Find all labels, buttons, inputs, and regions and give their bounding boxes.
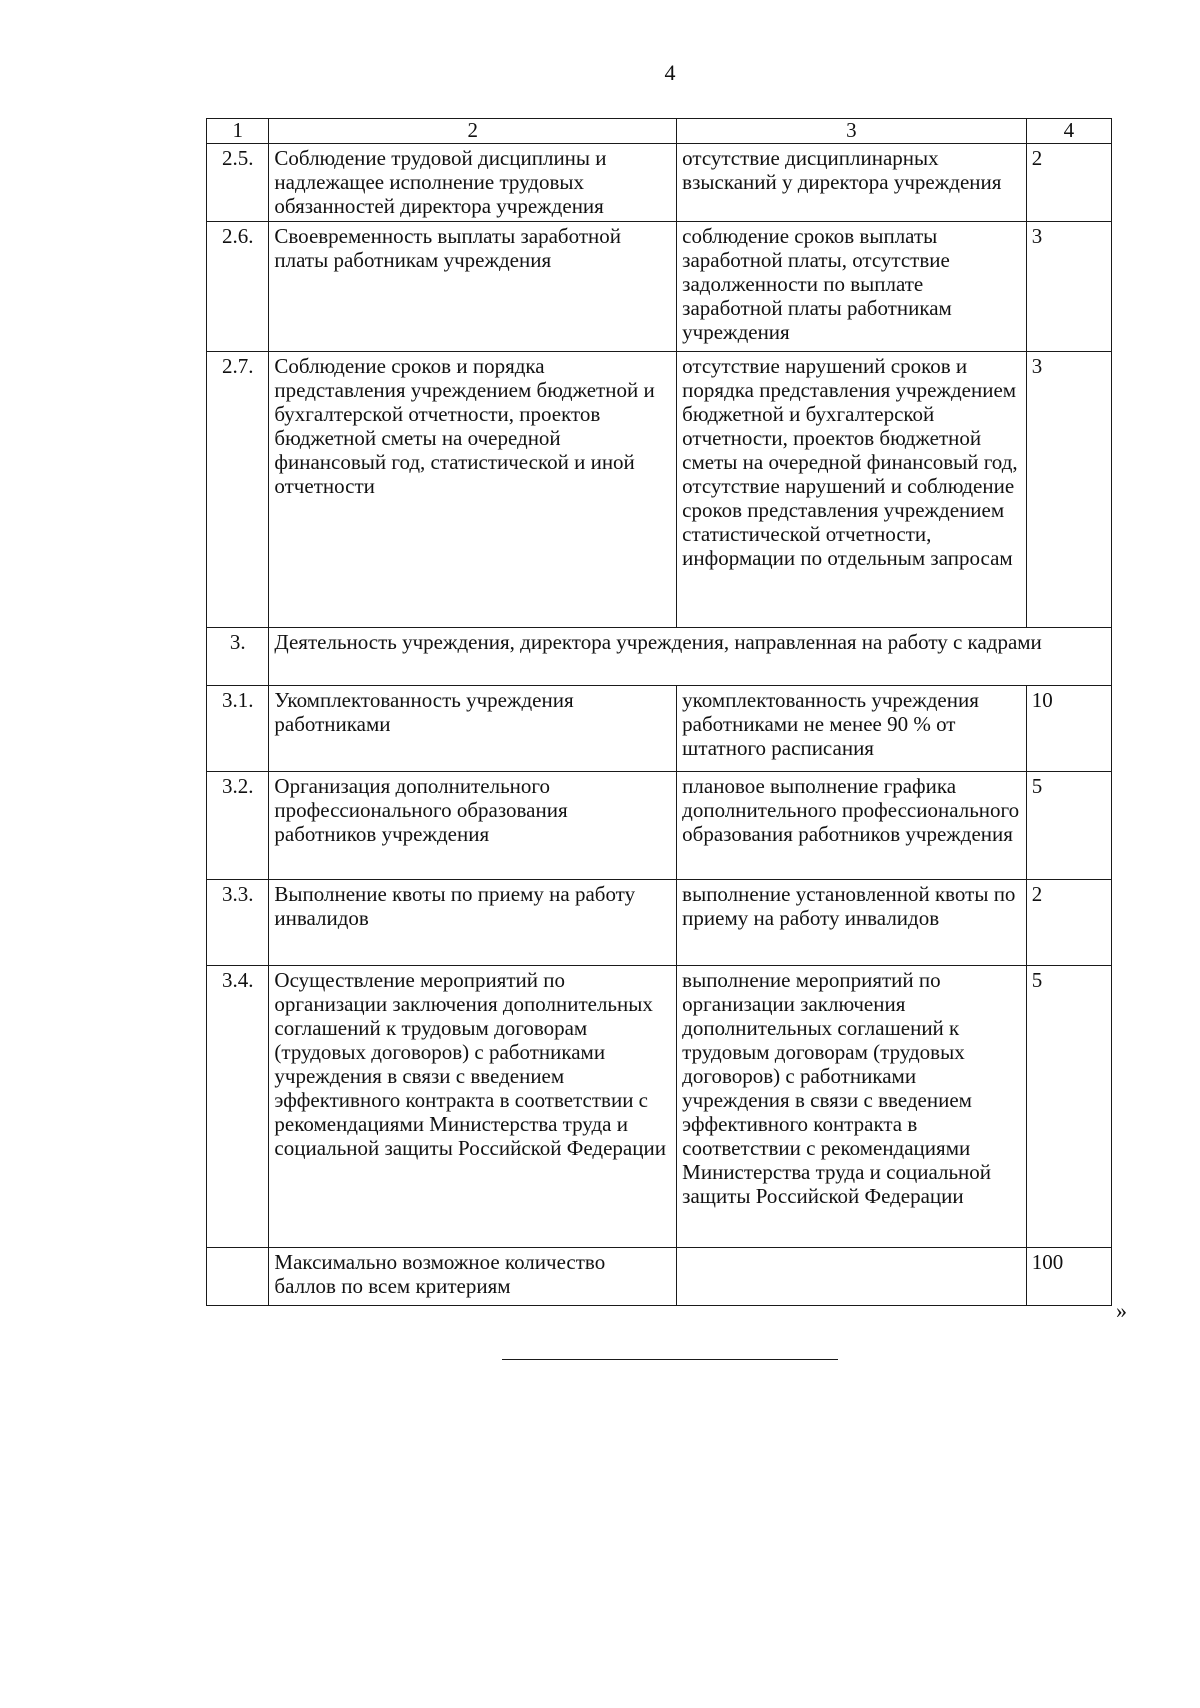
table-row	[207, 352, 1112, 628]
page-number: 4	[664, 60, 676, 85]
header-col-2: 2	[269, 119, 677, 144]
criterion-indicator: укомплектованность учреждения работниками не менее 90 % от штатного расписания	[677, 686, 1027, 772]
table-header-row	[207, 119, 1112, 144]
criterion-points: 5	[1026, 772, 1111, 880]
criterion-name: Организация дополнительного профессионального образования работников учреждения	[269, 772, 677, 880]
criterion-indicator: соблюдение сроков выплаты заработной платы, отсутствие задолженности по выплате заработной платы работникам учреждения	[677, 222, 1027, 352]
criterion-indicator: выполнение мероприятий по организации заключения дополнительных соглашений к трудовым договорам (трудовых договоров) с работниками учреждения в связи с введением эффективного контракта в соответствии с рекомендациями Министерства труда и социальной защиты Российской Федерации	[677, 966, 1027, 1248]
header-col-4: 4	[1026, 119, 1111, 144]
table-row	[207, 222, 1112, 352]
section-title: Деятельность учреждения, директора учреждения, направленная на работу с кадрами	[269, 628, 1112, 686]
criterion-indicator: отсутствие дисциплинарных взысканий у директора учреждения	[677, 144, 1027, 222]
closing-quote: »	[1116, 1298, 1127, 1323]
row-number: 2.7.	[207, 352, 269, 628]
total-points: 100	[1026, 1248, 1111, 1306]
criterion-points: 5	[1026, 966, 1111, 1248]
table-row	[207, 144, 1112, 222]
row-number: 3.4.	[207, 966, 269, 1248]
total-row	[207, 1248, 1112, 1306]
criterion-name: Соблюдение трудовой дисциплины и надлежащее исполнение трудовых обязанностей директора учреждения	[269, 144, 677, 222]
row-number: 3.1.	[207, 686, 269, 772]
criterion-indicator: отсутствие нарушений сроков и порядка представления учреждением бюджетной и бухгалтерской отчетности, проектов бюджетной сметы на очередной финансовый год, отсутствие нарушений и соблюдение сроков представления учреждением статистической отчетности, информации по отдельным запросам	[677, 352, 1027, 628]
table-row	[207, 772, 1112, 880]
section-row	[207, 628, 1112, 686]
criterion-name: Осуществление мероприятий по организации заключения дополнительных соглашений к трудовым договорам (трудовых договоров) с работниками учреждения в связи с введением эффективного контракта в соответствии с рекомендациями Министерства труда и социальной защиты Российской Федерации	[269, 966, 677, 1248]
total-label: Максимально возможное количество баллов по всем критериям	[269, 1248, 677, 1306]
header-col-1: 1	[207, 119, 269, 144]
total-number	[207, 1248, 269, 1306]
criterion-points: 3	[1026, 222, 1111, 352]
table-row	[207, 686, 1112, 772]
footer-divider	[502, 1359, 838, 1360]
criterion-points: 3	[1026, 352, 1111, 628]
criteria-table	[206, 118, 1112, 1306]
table-row	[207, 880, 1112, 966]
table-row	[207, 966, 1112, 1248]
row-number: 2.6.	[207, 222, 269, 352]
criterion-name: Своевременность выплаты заработной платы работникам учреждения	[269, 222, 677, 352]
criterion-indicator: плановое выполнение графика дополнительного профессионального образования работников учреждения	[677, 772, 1027, 880]
total-indicator	[677, 1248, 1027, 1306]
criterion-name: Соблюдение сроков и порядка представления учреждением бюджетной и бухгалтерской отчетности, проектов бюджетной сметы на очередной финансовый год, статистической и иной отчетности	[269, 352, 677, 628]
row-number: 3.3.	[207, 880, 269, 966]
section-number: 3.	[207, 628, 269, 686]
criterion-points: 2	[1026, 880, 1111, 966]
criterion-points: 10	[1026, 686, 1111, 772]
criterion-points: 2	[1026, 144, 1111, 222]
criterion-name: Выполнение квоты по приему на работу инвалидов	[269, 880, 677, 966]
criterion-name: Укомплектованность учреждения работниками	[269, 686, 677, 772]
row-number: 3.2.	[207, 772, 269, 880]
header-col-3: 3	[677, 119, 1027, 144]
criterion-indicator: выполнение установленной квоты по приему на работу инвалидов	[677, 880, 1027, 966]
row-number: 2.5.	[207, 144, 269, 222]
